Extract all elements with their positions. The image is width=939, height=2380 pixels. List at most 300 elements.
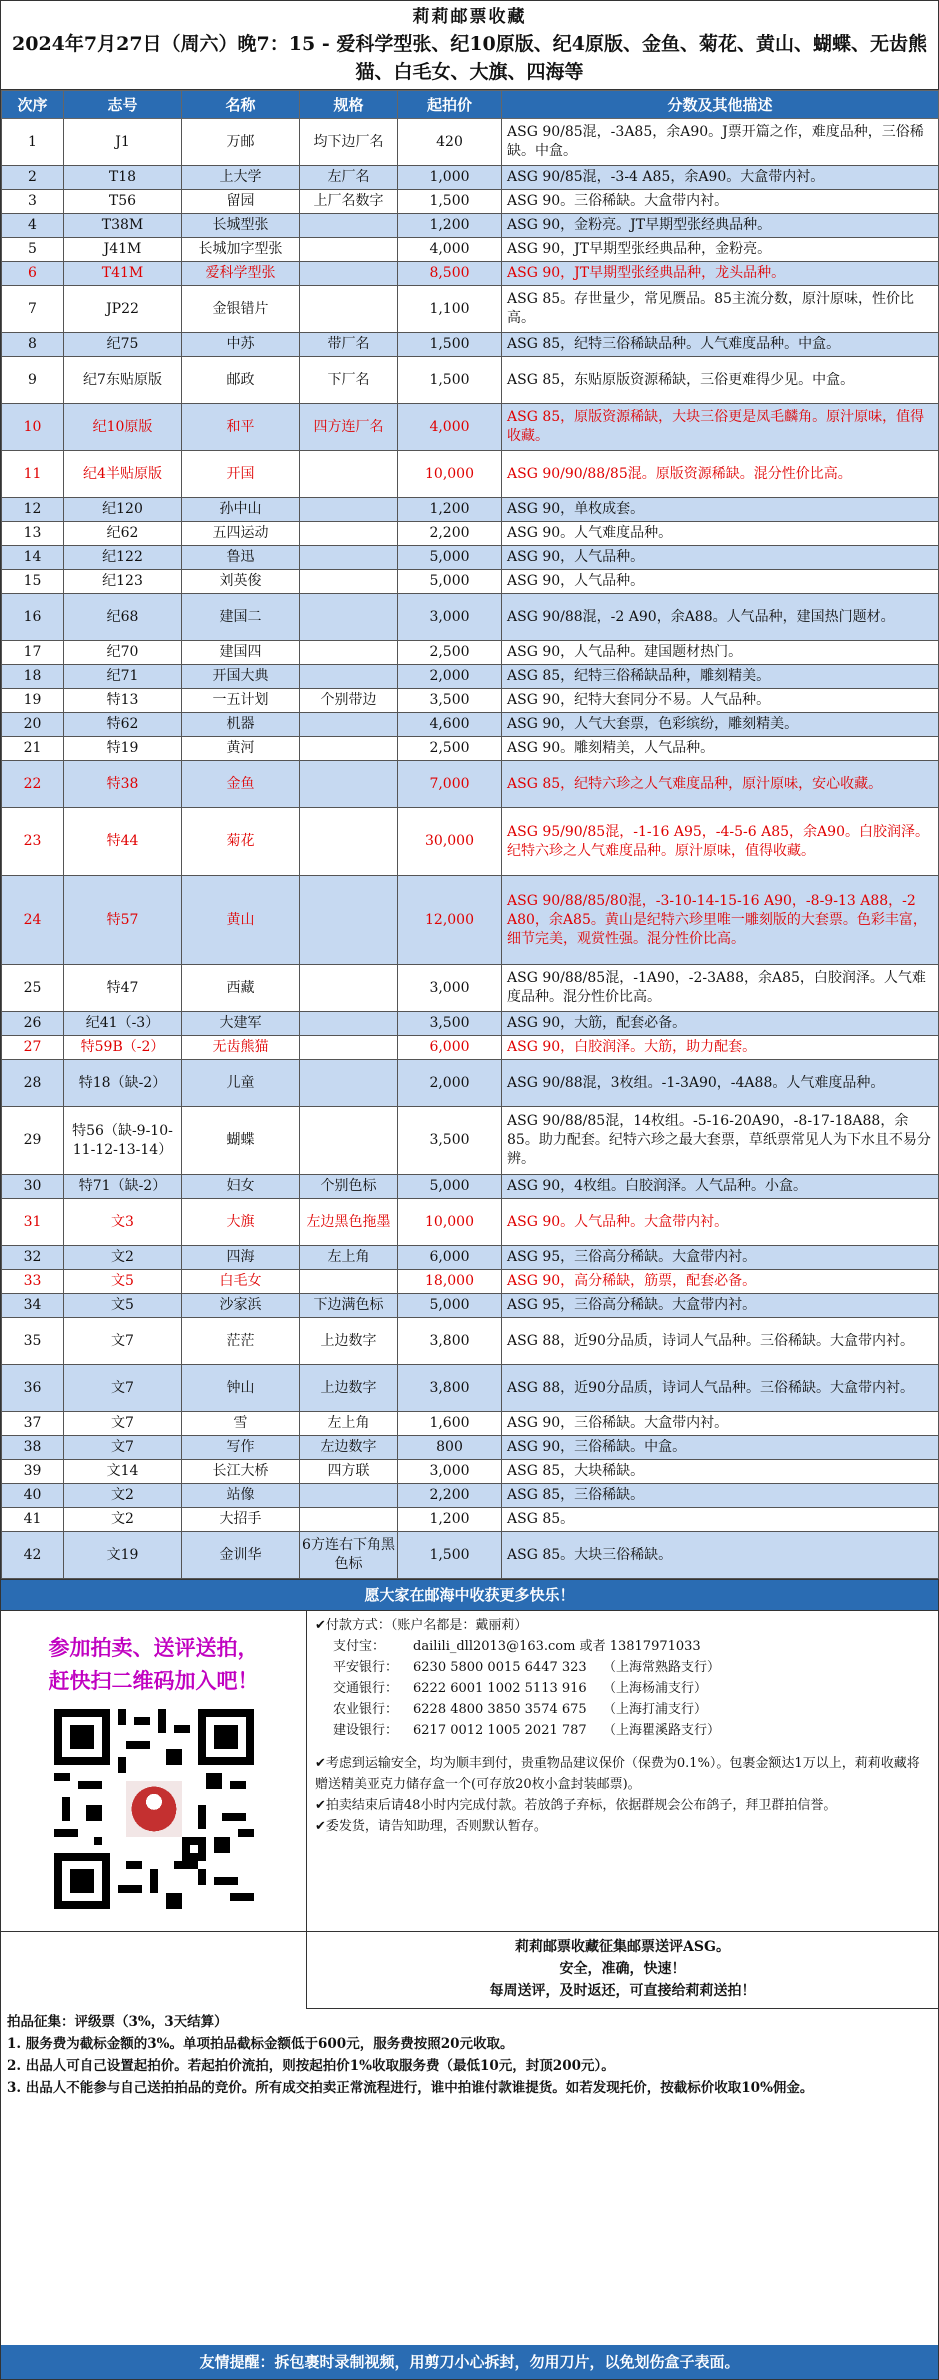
payment-title: ✔付款方式：（账户名都是：戴丽莉） — [315, 1618, 528, 1633]
table-row — [2, 1365, 939, 1412]
lot-name: 黄河 — [182, 737, 300, 761]
lot-spec — [300, 1270, 398, 1294]
table-row — [2, 1318, 939, 1365]
lot-no: 42 — [2, 1532, 64, 1579]
lot-price: 1,200 — [398, 1508, 502, 1532]
lot-name: 钟山 — [182, 1365, 300, 1412]
table-row — [2, 522, 939, 546]
lot-code: 特19 — [64, 737, 182, 761]
lot-code: 特62 — [64, 713, 182, 737]
lot-desc: ASG 90，人气大套票，色彩缤纷，雕刻精美。 — [502, 713, 939, 737]
lot-spec: 个别色标 — [300, 1175, 398, 1199]
lot-spec — [300, 214, 398, 238]
lot-no: 17 — [2, 641, 64, 665]
lot-price: 4,000 — [398, 238, 502, 262]
alipay-value[interactable]: dailili_dll2013@163.com 或者 13817971033 — [413, 1639, 701, 1654]
table-row — [2, 641, 939, 665]
lot-price: 1,500 — [398, 357, 502, 404]
lot-spec — [300, 1107, 398, 1175]
lot-no: 11 — [2, 451, 64, 498]
lot-code: 特38 — [64, 761, 182, 808]
lot-spec — [300, 965, 398, 1012]
lot-no: 26 — [2, 1012, 64, 1036]
lot-no: 30 — [2, 1175, 64, 1199]
lot-name: 白毛女 — [182, 1270, 300, 1294]
lot-code: 纪71 — [64, 665, 182, 689]
bank-row — [315, 1720, 930, 1741]
table-row — [2, 1107, 939, 1175]
lot-name: 机器 — [182, 713, 300, 737]
lot-spec — [300, 1484, 398, 1508]
lot-price: 3,500 — [398, 1012, 502, 1036]
lot-spec: 左边黑色拖墨 — [300, 1199, 398, 1246]
promo-panel — [1, 1611, 307, 1931]
lot-desc: ASG 85。 — [502, 1508, 939, 1532]
lot-desc: ASG 85，纪特三俗稀缺品种。人气难度品种。中盒。 — [502, 333, 939, 357]
lot-name: 长城型张 — [182, 214, 300, 238]
lot-no: 10 — [2, 404, 64, 451]
lot-spec — [300, 522, 398, 546]
alipay-row — [315, 1636, 930, 1657]
lot-table — [1, 90, 939, 1579]
lot-desc: ASG 85，纪特三俗稀缺品种，雕刻精美。 — [502, 665, 939, 689]
lot-spec — [300, 286, 398, 333]
lot-price: 1,200 — [398, 214, 502, 238]
lot-code: 特59B（-2） — [64, 1036, 182, 1060]
bank-account-no[interactable]: 6230 5800 0015 6447 323 — [413, 1660, 587, 1675]
lot-spec: 个别带边 — [300, 689, 398, 713]
lot-code: 纪10原版 — [64, 404, 182, 451]
lot-no: 15 — [2, 570, 64, 594]
lot-no: 32 — [2, 1246, 64, 1270]
lot-spec — [300, 262, 398, 286]
lot-price: 5,000 — [398, 1175, 502, 1199]
col-header-price: 起拍价 — [398, 91, 502, 119]
lot-spec — [300, 1012, 398, 1036]
lot-desc: ASG 90/90/88/85混。原版资源稀缺。混分性价比高。 — [502, 451, 939, 498]
lot-spec — [300, 570, 398, 594]
table-row — [2, 190, 939, 214]
lot-name: 西藏 — [182, 965, 300, 1012]
rule-3: 3. 出品人不能参与自己送拍拍品的竞价。所有成交拍卖正常流程进行，谁中拍谁付款谁提货。如若发现托价，按截标价收取10%佣金。 — [7, 2080, 814, 2096]
lot-name: 黄山 — [182, 876, 300, 965]
lot-name: 站像 — [182, 1484, 300, 1508]
lot-code: 文5 — [64, 1270, 182, 1294]
table-row — [2, 737, 939, 761]
table-row — [2, 286, 939, 333]
lot-name: 鲁迅 — [182, 546, 300, 570]
lot-code: 特56（缺-9-10-11-12-13-14） — [64, 1107, 182, 1175]
lot-spec: 左厂名 — [300, 166, 398, 190]
lot-price: 3,000 — [398, 1460, 502, 1484]
lot-desc: ASG 90/88/85/80混，-3-10-14-15-16 A90，-8-9-13 A88，-2 A80，余A85。黄山是纪特六珍里唯一雕刻版的大套票。色彩丰富，细节完美，观赏性强。混分性价比高。 — [502, 876, 939, 965]
lot-desc: ASG 85，东贴原版资源稀缺，三俗更难得少见。中盒。 — [502, 357, 939, 404]
lot-desc: ASG 90，三俗稀缺。大盒带内衬。 — [502, 1412, 939, 1436]
promo-line-2: 赶快扫二维码加入吧！ — [48, 1668, 259, 1693]
lot-desc: ASG 90，人气品种。 — [502, 570, 939, 594]
table-row — [2, 570, 939, 594]
lot-name: 蝴蝶 — [182, 1107, 300, 1175]
lot-price: 3,800 — [398, 1365, 502, 1412]
lot-name: 开国大典 — [182, 665, 300, 689]
lot-desc: ASG 95/90/85混，-1-16 A95，-4-5-6 A85，余A90。白胶润泽。纪特六珍之人气难度品种。原汁原味，值得收藏。 — [502, 808, 939, 876]
lot-price: 5,000 — [398, 546, 502, 570]
bank-row — [315, 1699, 930, 1720]
lot-name: 邮政 — [182, 357, 300, 404]
lot-code: 纪123 — [64, 570, 182, 594]
lot-price: 2,000 — [398, 665, 502, 689]
lot-no: 21 — [2, 737, 64, 761]
lot-name: 刘英俊 — [182, 570, 300, 594]
lot-no: 27 — [2, 1036, 64, 1060]
lot-name: 大旗 — [182, 1199, 300, 1246]
lot-name: 爱科学型张 — [182, 262, 300, 286]
lot-price: 1,100 — [398, 286, 502, 333]
table-row — [2, 166, 939, 190]
collect-line-3: 每周送评，及时返还，可直接给莉莉送拍！ — [489, 1983, 756, 1999]
lot-no: 19 — [2, 689, 64, 713]
lot-name: 留园 — [182, 190, 300, 214]
alipay-label: 支付宝： — [333, 1639, 386, 1654]
lot-spec: 下边满色标 — [300, 1294, 398, 1318]
lot-code: J1 — [64, 119, 182, 166]
lot-name: 四海 — [182, 1246, 300, 1270]
lot-name: 茫茫 — [182, 1318, 300, 1365]
lot-name: 孙中山 — [182, 498, 300, 522]
lot-price: 2,500 — [398, 737, 502, 761]
bank-account-no[interactable]: 6228 4800 3850 3574 675 — [413, 1702, 587, 1717]
lot-code: J41M — [64, 238, 182, 262]
lot-price: 420 — [398, 119, 502, 166]
lot-no: 34 — [2, 1294, 64, 1318]
note-shipping: ✔考虑到运输安全，均为顺丰到付，贵重物品建议保价（保费为0.1%）。包裹金额达1万以上，莉莉收藏将赠送精美亚克力储存盒一个(可存放20枚小盒封装邮票)。 — [315, 1756, 920, 1792]
lot-desc: ASG 90。人气品种。大盒带内衬。 — [502, 1199, 939, 1246]
table-row — [2, 1060, 939, 1107]
lot-no: 22 — [2, 761, 64, 808]
lot-price: 6,000 — [398, 1036, 502, 1060]
lot-spec — [300, 1060, 398, 1107]
lot-name: 长江大桥 — [182, 1460, 300, 1484]
lot-name: 写作 — [182, 1436, 300, 1460]
lot-name: 一五计划 — [182, 689, 300, 713]
lot-spec — [300, 546, 398, 570]
note-delivery: ✔委发货，请告知助理，否则默认暂存。 — [315, 1819, 547, 1834]
bank-row — [315, 1657, 930, 1678]
lot-code: T56 — [64, 190, 182, 214]
table-row — [2, 498, 939, 522]
table-row — [2, 404, 939, 451]
lot-price: 3,000 — [398, 965, 502, 1012]
table-row — [2, 1484, 939, 1508]
lot-price: 7,000 — [398, 761, 502, 808]
lot-price: 10,000 — [398, 451, 502, 498]
bank-label: 建设银行： — [333, 1723, 399, 1738]
lot-no: 12 — [2, 498, 64, 522]
lot-name: 长城加字型张 — [182, 238, 300, 262]
lot-spec — [300, 713, 398, 737]
lot-spec — [300, 641, 398, 665]
lot-price: 2,000 — [398, 1060, 502, 1107]
lot-spec — [300, 761, 398, 808]
lot-price: 3,500 — [398, 689, 502, 713]
lot-code: 纪68 — [64, 594, 182, 641]
rule-2: 2. 出品人可自己设置起拍价。若起拍价流拍，则按起拍价1%收取服务费（最低10元，封顶200元）。 — [7, 2058, 615, 2074]
lot-code: 纪120 — [64, 498, 182, 522]
lot-desc: ASG 85，大块稀缺。 — [502, 1460, 939, 1484]
table-row — [2, 262, 939, 286]
col-header-code: 志号 — [64, 91, 182, 119]
lot-desc: ASG 90，人气品种。建国题材热门。 — [502, 641, 939, 665]
lot-code: 文3 — [64, 1199, 182, 1246]
lot-desc: ASG 88，近90分品质，诗词人气品种。三俗稀缺。大盒带内衬。 — [502, 1318, 939, 1365]
lot-spec — [300, 451, 398, 498]
lot-spec: 均下边厂名 — [300, 119, 398, 166]
lot-spec: 四方连厂名 — [300, 404, 398, 451]
lot-code: 文7 — [64, 1436, 182, 1460]
lot-no: 40 — [2, 1484, 64, 1508]
lot-price: 1,500 — [398, 190, 502, 214]
lot-desc: ASG 90。人气难度品种。 — [502, 522, 939, 546]
table-row — [2, 1508, 939, 1532]
lot-name: 大招手 — [182, 1508, 300, 1532]
lot-code: 纪122 — [64, 546, 182, 570]
bank-label: 交通银行： — [333, 1681, 399, 1696]
lot-spec: 上边数字 — [300, 1318, 398, 1365]
table-row — [2, 1036, 939, 1060]
lot-desc: ASG 90，4枚组。白胶润泽。人气品种。小盒。 — [502, 1175, 939, 1199]
lot-price: 6,000 — [398, 1246, 502, 1270]
lot-spec: 下厂名 — [300, 357, 398, 404]
lot-no: 16 — [2, 594, 64, 641]
lot-name: 建国二 — [182, 594, 300, 641]
rules-title: 拍品征集：评级票（3%，3天结算） — [7, 2014, 228, 2030]
lot-no: 25 — [2, 965, 64, 1012]
lot-code: 特18（缺-2） — [64, 1060, 182, 1107]
lot-code: 纪75 — [64, 333, 182, 357]
lot-code: 特57 — [64, 876, 182, 965]
lot-name: 和平 — [182, 404, 300, 451]
lot-spec: 四方联 — [300, 1460, 398, 1484]
lot-no: 2 — [2, 166, 64, 190]
lot-code: 文2 — [64, 1484, 182, 1508]
footer-banner: 友情提醒：拆包裹时录制视频，用剪刀小心拆封，勿用刀片，以免划伤盒子表面。 — [1, 2345, 938, 2379]
lot-spec: 左上角 — [300, 1246, 398, 1270]
bank-row — [315, 1678, 930, 1699]
col-header-name: 名称 — [182, 91, 300, 119]
lot-no: 36 — [2, 1365, 64, 1412]
header — [1, 1, 938, 90]
table-row — [2, 333, 939, 357]
lot-price: 1,000 — [398, 166, 502, 190]
lot-desc: ASG 90，大筋，配套必备。 — [502, 1012, 939, 1036]
lot-spec — [300, 498, 398, 522]
lot-price: 8,500 — [398, 262, 502, 286]
lot-desc: ASG 95，三俗高分稀缺。大盒带内衬。 — [502, 1294, 939, 1318]
lot-price: 2,200 — [398, 1484, 502, 1508]
lot-no: 20 — [2, 713, 64, 737]
lot-spec — [300, 1508, 398, 1532]
lot-desc: ASG 90，三俗稀缺。中盒。 — [502, 1436, 939, 1460]
lot-no: 39 — [2, 1460, 64, 1484]
table-row — [2, 808, 939, 876]
lot-code: 纪41（-3） — [64, 1012, 182, 1036]
table-row — [2, 1246, 939, 1270]
note-payment: ✔拍卖结束后请48小时内完成付款。若放鸽子弃标，依据群规会公布鸽子，拜卫群拍信誉。 — [315, 1798, 837, 1813]
collect-line-1: 莉莉邮票收藏征集邮票送评ASG。 — [515, 1939, 730, 1955]
lot-no: 29 — [2, 1107, 64, 1175]
lot-price: 1,500 — [398, 333, 502, 357]
lot-spec: 6方连右下角黑色标 — [300, 1532, 398, 1579]
lot-name: 万邮 — [182, 119, 300, 166]
table-row — [2, 1412, 939, 1436]
lot-code: 特13 — [64, 689, 182, 713]
lot-desc: ASG 85，三俗稀缺。 — [502, 1484, 939, 1508]
catalog-title: 莉莉邮票收藏 — [412, 7, 527, 27]
lot-no: 8 — [2, 333, 64, 357]
lot-spec — [300, 876, 398, 965]
lot-no: 24 — [2, 876, 64, 965]
bank-list — [315, 1657, 930, 1741]
collect-line-2: 安全，准确，快速！ — [559, 1961, 686, 1977]
lot-desc: ASG 90/85混，-3A85，余A90。J票开篇之作，难度品种，三俗稀缺。中盒。 — [502, 119, 939, 166]
lot-desc: ASG 90/88/85混，-1A90，-2-3A88，余A85，白胶润泽。人气难度品种。混分性价比高。 — [502, 965, 939, 1012]
lot-name: 金鱼 — [182, 761, 300, 808]
lot-desc: ASG 90，JT早期型张经典品种，龙头品种。 — [502, 262, 939, 286]
lot-no: 7 — [2, 286, 64, 333]
lot-spec: 左上角 — [300, 1412, 398, 1436]
rules-section — [1, 2009, 938, 2101]
table-row — [2, 546, 939, 570]
lot-price: 4,000 — [398, 404, 502, 451]
lot-desc: ASG 85，原版资源稀缺，大块三俗更是凤毛麟角。原汁原味，值得收藏。 — [502, 404, 939, 451]
lot-code: 特47 — [64, 965, 182, 1012]
table-row — [2, 1199, 939, 1246]
lot-price: 2,200 — [398, 522, 502, 546]
lot-price: 1,500 — [398, 1532, 502, 1579]
bank-account-no[interactable]: 6217 0012 1005 2021 787 — [413, 1723, 587, 1738]
lot-no: 5 — [2, 238, 64, 262]
qr-code-icon[interactable] — [54, 1709, 254, 1909]
bank-branch: （上海打浦支行） — [603, 1702, 708, 1717]
lot-no: 9 — [2, 357, 64, 404]
lot-no: 35 — [2, 1318, 64, 1365]
table-row — [2, 713, 939, 737]
lot-code: 文2 — [64, 1508, 182, 1532]
lot-no: 4 — [2, 214, 64, 238]
lot-spec — [300, 737, 398, 761]
lot-code: 纪62 — [64, 522, 182, 546]
lot-code: T18 — [64, 166, 182, 190]
lot-code: 文5 — [64, 1294, 182, 1318]
col-header-no: 次序 — [2, 91, 64, 119]
lot-desc: ASG 90/88/85混，14枚组。-5-16-20A90，-8-17-18A88，余85。助力配套。纪特六珍之最大套票，草纸票常见人为下水且不易分辨。 — [502, 1107, 939, 1175]
lot-spec: 上边数字 — [300, 1365, 398, 1412]
catalog-subtitle: 2024年7月27日（周六）晚7：15 - 爱科学型张、纪10原版、纪4原版、金鱼、菊花、黄山、蝴蝶、无齿熊猫、白毛女、大旗、四海等 — [12, 33, 927, 83]
table-row — [2, 1436, 939, 1460]
mid-banner: 愿大家在邮海中收获更多快乐！ — [1, 1579, 938, 1611]
table-row — [2, 1532, 939, 1579]
lot-spec: 左边数字 — [300, 1436, 398, 1460]
lot-name: 五四运动 — [182, 522, 300, 546]
lot-spec — [300, 665, 398, 689]
lot-desc: ASG 90，单枚成套。 — [502, 498, 939, 522]
lot-code: 文7 — [64, 1365, 182, 1412]
lot-name: 金银错片 — [182, 286, 300, 333]
lot-code: 文19 — [64, 1532, 182, 1579]
lot-spec — [300, 594, 398, 641]
lot-name: 妇女 — [182, 1175, 300, 1199]
table-row — [2, 357, 939, 404]
lot-no: 38 — [2, 1436, 64, 1460]
table-row — [2, 761, 939, 808]
collect-section — [306, 1932, 938, 2009]
lot-price: 30,000 — [398, 808, 502, 876]
table-row — [2, 451, 939, 498]
lot-desc: ASG 90。三俗稀缺。大盒带内衬。 — [502, 190, 939, 214]
lot-code: 纪70 — [64, 641, 182, 665]
promo-text — [1, 1631, 306, 1697]
lot-name: 上大学 — [182, 166, 300, 190]
lot-price: 1,200 — [398, 498, 502, 522]
table-row — [2, 1012, 939, 1036]
lot-no: 6 — [2, 262, 64, 286]
lot-name: 雪 — [182, 1412, 300, 1436]
lot-price: 1,600 — [398, 1412, 502, 1436]
rule-1: 1. 服务费为截标金额的3%。单项拍品截标金额低于600元，服务费按照20元收取。 — [7, 2036, 514, 2052]
bank-account-no[interactable]: 6222 6001 1002 5113 916 — [413, 1681, 587, 1696]
lot-code: JP22 — [64, 286, 182, 333]
lot-name: 沙家浜 — [182, 1294, 300, 1318]
table-row — [2, 965, 939, 1012]
lot-code: 特44 — [64, 808, 182, 876]
bank-branch: （上海瞿溪路支行） — [603, 1723, 721, 1738]
lot-name: 大建军 — [182, 1012, 300, 1036]
bank-label: 平安银行： — [333, 1660, 399, 1675]
lot-desc: ASG 90/88混，3枚组。-1-3A90，-4A88。人气难度品种。 — [502, 1060, 939, 1107]
lot-name: 菊花 — [182, 808, 300, 876]
lot-code: 文14 — [64, 1460, 182, 1484]
lot-no: 37 — [2, 1412, 64, 1436]
lot-price: 2,500 — [398, 641, 502, 665]
lot-code: T38M — [64, 214, 182, 238]
lot-desc: ASG 90，白胶润泽。大筋，助力配套。 — [502, 1036, 939, 1060]
bank-branch: （上海杨浦支行） — [603, 1681, 708, 1696]
lot-code: 纪7东贴原版 — [64, 357, 182, 404]
table-row — [2, 1270, 939, 1294]
lot-name: 金训华 — [182, 1532, 300, 1579]
lot-code: 特71（缺-2） — [64, 1175, 182, 1199]
lot-no: 14 — [2, 546, 64, 570]
table-header-row — [2, 91, 939, 119]
table-row — [2, 119, 939, 166]
info-section — [1, 1611, 938, 1932]
lot-desc: ASG 85。大块三俗稀缺。 — [502, 1532, 939, 1579]
table-row — [2, 1175, 939, 1199]
lot-no: 28 — [2, 1060, 64, 1107]
lot-spec — [300, 238, 398, 262]
table-row — [2, 665, 939, 689]
lot-name: 建国四 — [182, 641, 300, 665]
lot-no: 3 — [2, 190, 64, 214]
lot-code: 纪4半贴原版 — [64, 451, 182, 498]
lot-desc: ASG 88，近90分品质，诗词人气品种。三俗稀缺。大盒带内衬。 — [502, 1365, 939, 1412]
table-row — [2, 594, 939, 641]
lot-desc: ASG 90，高分稀缺，筋票，配套必备。 — [502, 1270, 939, 1294]
lot-desc: ASG 90/85混，-3-4 A85，余A90。大盒带内衬。 — [502, 166, 939, 190]
lot-no: 13 — [2, 522, 64, 546]
lot-price: 3,000 — [398, 594, 502, 641]
table-row — [2, 1460, 939, 1484]
